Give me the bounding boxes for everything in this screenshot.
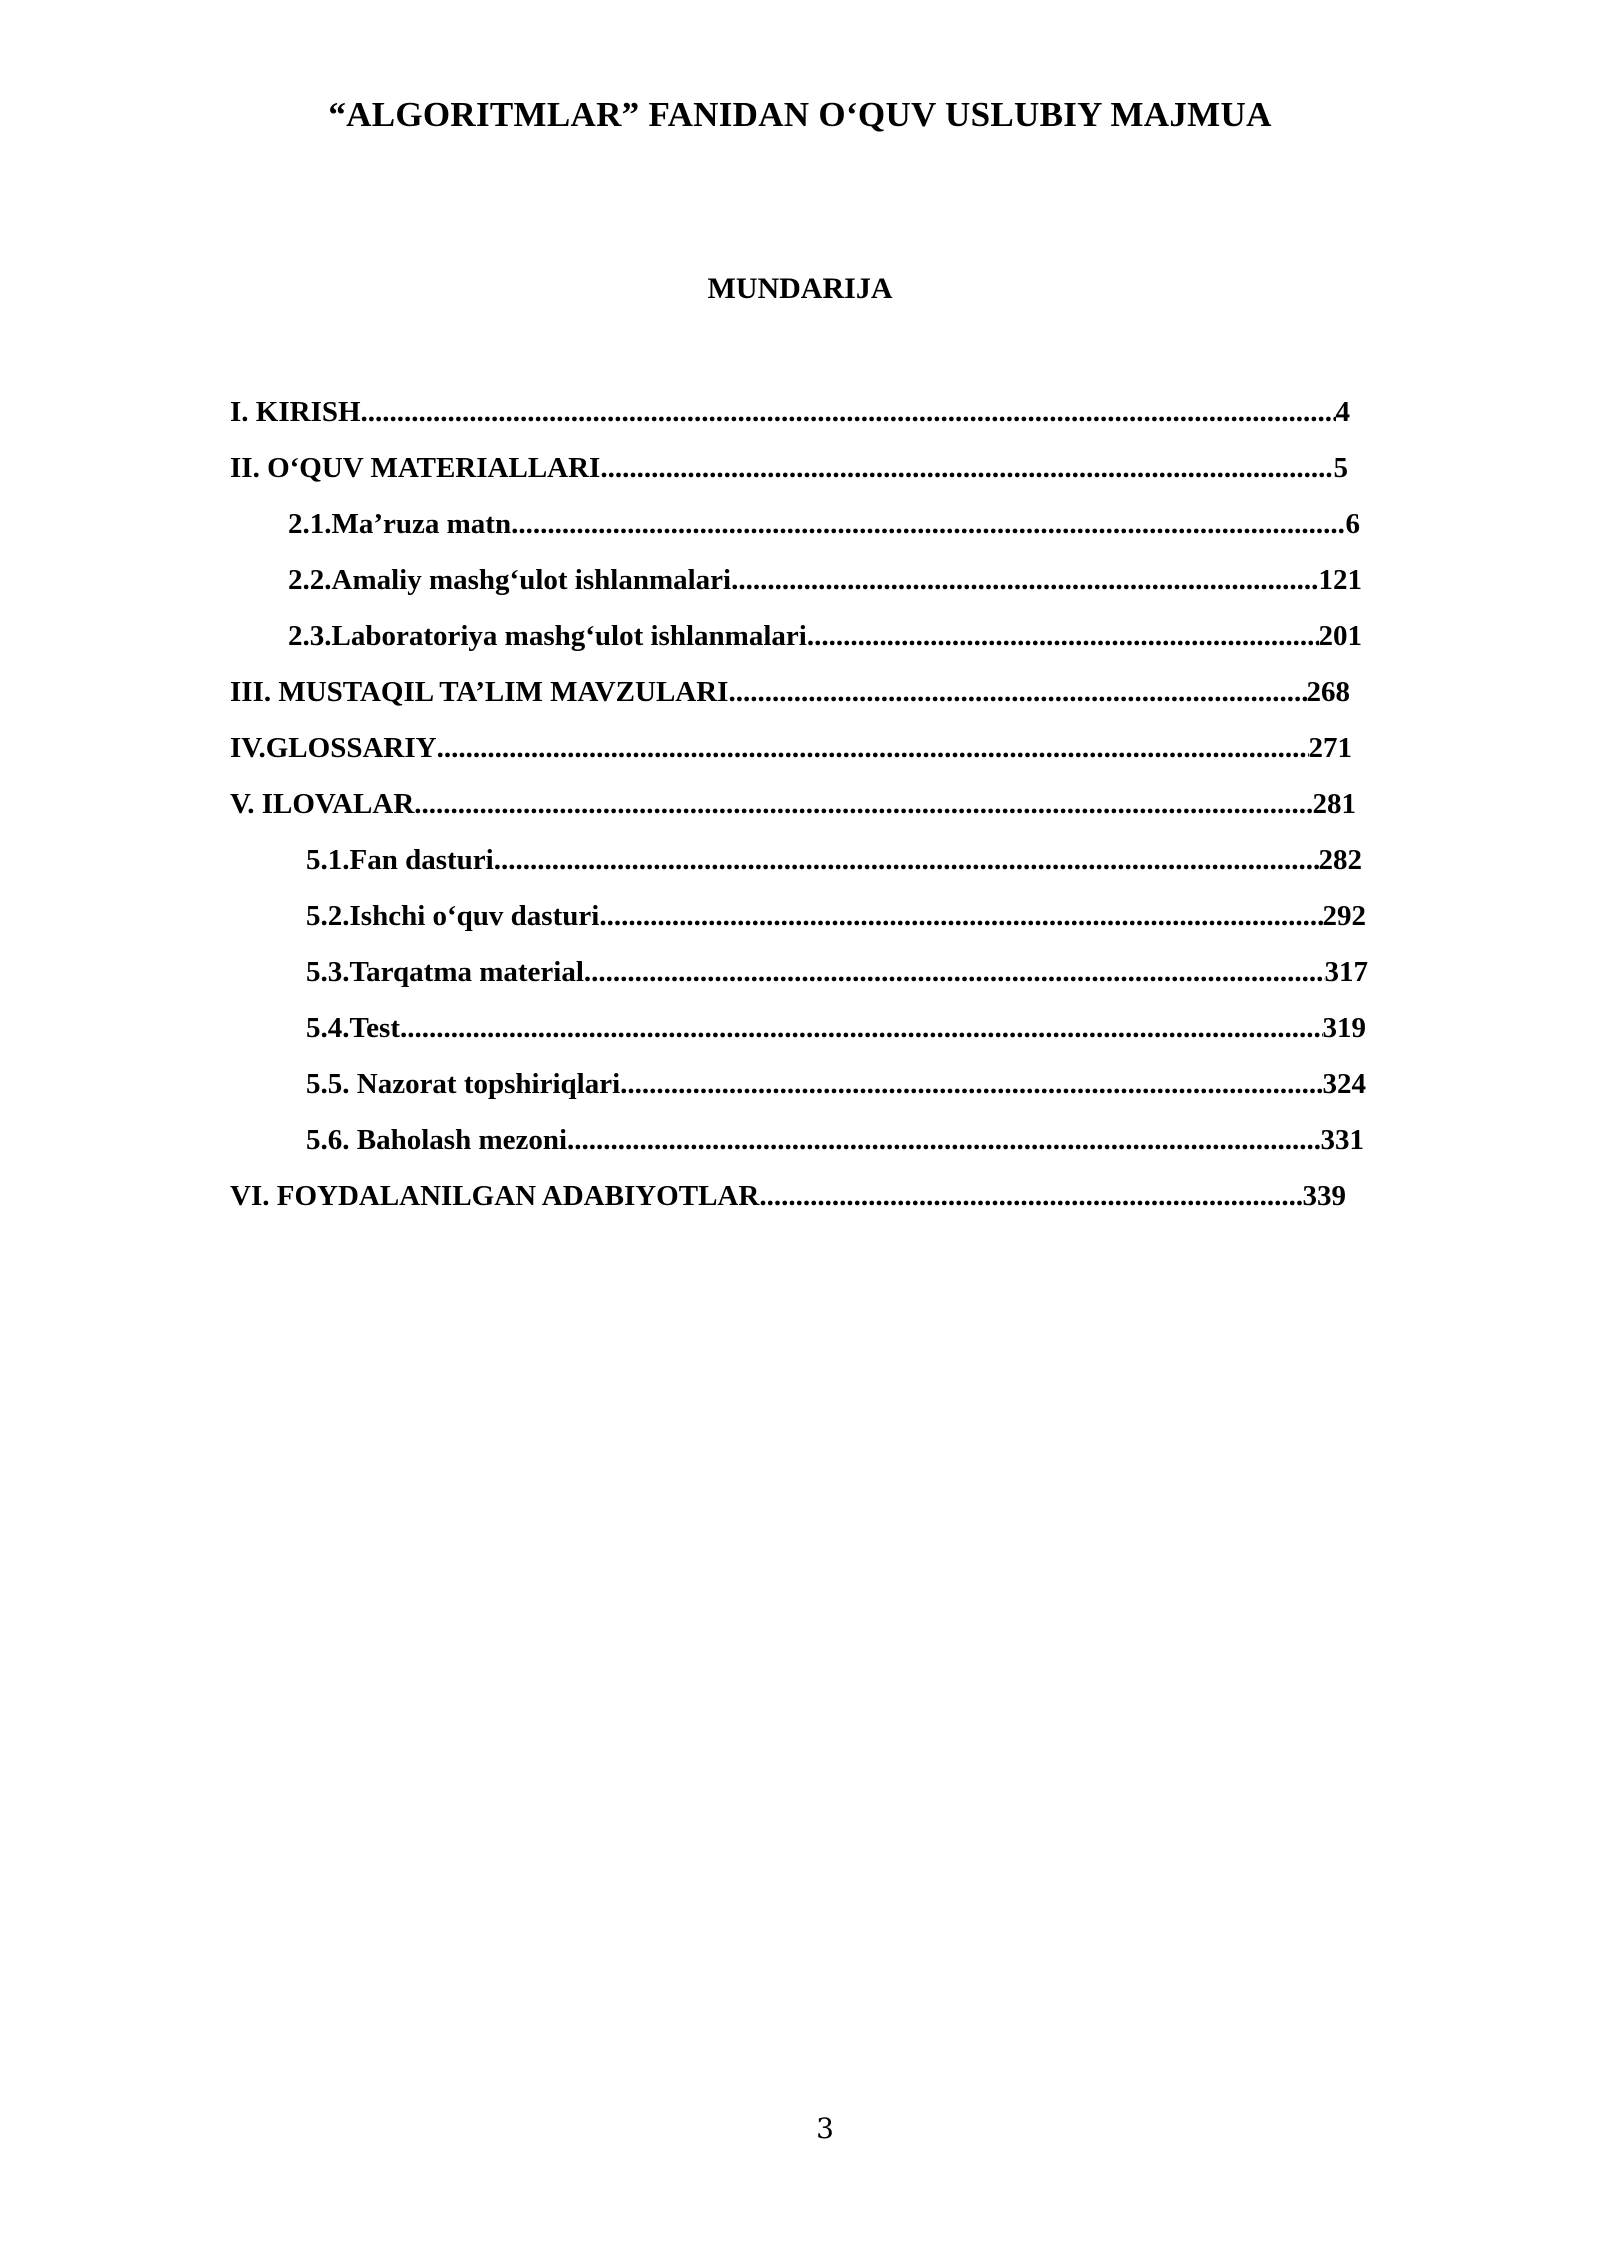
toc-leader-dots bbox=[414, 782, 1312, 826]
toc-entry-oquv-materiallari[interactable] bbox=[0, 446, 1348, 502]
toc-entry-label: 2.2.Amaliy mashg‘ulot ishlanmalari bbox=[288, 564, 732, 596]
toc-entry-ishchi-oquv-dasturi[interactable] bbox=[0, 894, 1366, 950]
toc-entry-glossariy[interactable] bbox=[0, 726, 1352, 782]
toc-entry-page: 292 bbox=[1322, 900, 1366, 932]
toc-entry-ilovalar[interactable] bbox=[0, 782, 1356, 838]
toc-entry-page: 201 bbox=[1318, 620, 1362, 652]
toc-entry-page: 4 bbox=[1335, 396, 1350, 428]
toc-entry-label: II. O‘QUV MATERIALLARI bbox=[230, 452, 601, 484]
toc-heading: MUNDARIJA bbox=[707, 272, 893, 305]
toc-entry-label: 5.4.Test bbox=[306, 1012, 400, 1044]
toc-entry-page: 121 bbox=[1318, 564, 1362, 596]
toc-entry-kirish[interactable] bbox=[0, 390, 1350, 446]
toc-leader-dots bbox=[600, 446, 1333, 490]
toc-leader-dots bbox=[794, 670, 1307, 714]
toc-entry-page: 339 bbox=[1302, 1180, 1346, 1212]
toc-entry-laboratoriya-mashgulot[interactable] bbox=[0, 614, 1362, 670]
toc-leader-dots bbox=[599, 894, 1322, 938]
toc-entry-label: 5.3.Tarqatma material bbox=[306, 956, 584, 988]
toc-entry-page: 317 bbox=[1324, 956, 1368, 988]
toc-entry-baholash-mezoni[interactable] bbox=[0, 1118, 1364, 1174]
toc-entry-page: 6 bbox=[1345, 508, 1360, 540]
toc-entry-label: III. MUSTAQIL TA’LIM MAVZULARI......... bbox=[230, 676, 794, 708]
page-number: 3 bbox=[816, 2112, 834, 2145]
toc-entry-label: 5.5. Nazorat topshiriqlari bbox=[306, 1068, 621, 1100]
toc-leader-dots bbox=[731, 558, 1318, 602]
toc-leader-dots bbox=[807, 614, 1319, 658]
toc-entry-page: 331 bbox=[1320, 1124, 1364, 1156]
toc-entry-tarqatma-material[interactable] bbox=[0, 950, 1368, 1006]
toc-leader-dots bbox=[361, 390, 1336, 434]
toc-leader-dots bbox=[437, 726, 1309, 770]
toc-leader-dots bbox=[511, 502, 1345, 546]
toc-leader-dots bbox=[584, 950, 1325, 994]
toc-entry-page: 282 bbox=[1318, 844, 1362, 876]
toc-entry-amaliy-mashgulot[interactable] bbox=[0, 558, 1362, 614]
toc-entry-fan-dasturi[interactable] bbox=[0, 838, 1362, 894]
toc-entry-label: IV.GLOSSARIY bbox=[230, 732, 437, 764]
toc-entry-label: V. ILOVALAR bbox=[230, 788, 415, 820]
toc-leader-dots bbox=[620, 1062, 1322, 1106]
toc-entry-label: 2.3.Laboratoriya mashg‘ulot ishlanmalari bbox=[288, 620, 807, 652]
toc-entry-nazorat-topshiriqlari[interactable] bbox=[0, 1062, 1366, 1118]
toc-entry-label: 5.1.Fan dasturi bbox=[306, 844, 494, 876]
toc-entry-label: VI. FOYDALANILGAN ADABIYOTLAR bbox=[230, 1180, 760, 1212]
toc-entry-label: 5.2.Ishchi o‘quv dasturi bbox=[306, 900, 600, 932]
toc-leader-dots bbox=[567, 1118, 1320, 1162]
toc-entry-page: 324 bbox=[1322, 1068, 1366, 1100]
toc-entry-label: 2.1.Ma’ruza matn bbox=[288, 508, 512, 540]
toc-leader-dots bbox=[759, 1174, 1302, 1218]
toc-entry-mustaqil-talim[interactable] bbox=[0, 670, 1350, 726]
toc-entry-page: 319 bbox=[1322, 1012, 1366, 1044]
toc-entry-page: 5 bbox=[1333, 452, 1348, 484]
toc-entry-test[interactable] bbox=[0, 1006, 1366, 1062]
toc-entry-page: 271 bbox=[1308, 732, 1352, 764]
toc-entry-label: 5.6. Baholash mezoni bbox=[306, 1124, 568, 1156]
toc-entry-maruza-matn[interactable] bbox=[0, 502, 1360, 558]
toc-leader-dots bbox=[400, 1006, 1323, 1050]
toc-entry-page: 281 bbox=[1312, 788, 1356, 820]
document-title: “ALGORITMLAR” FANIDAN O‘QUV USLUBIY MAJMUA bbox=[328, 95, 1272, 134]
toc-leader-dots bbox=[494, 838, 1319, 882]
table-of-contents bbox=[0, 390, 1600, 1230]
toc-entry-label: I. KIRISH bbox=[230, 396, 361, 428]
toc-entry-foydalanilgan-adabiyotlar[interactable] bbox=[0, 1174, 1346, 1230]
toc-entry-page: 268 bbox=[1306, 676, 1350, 708]
